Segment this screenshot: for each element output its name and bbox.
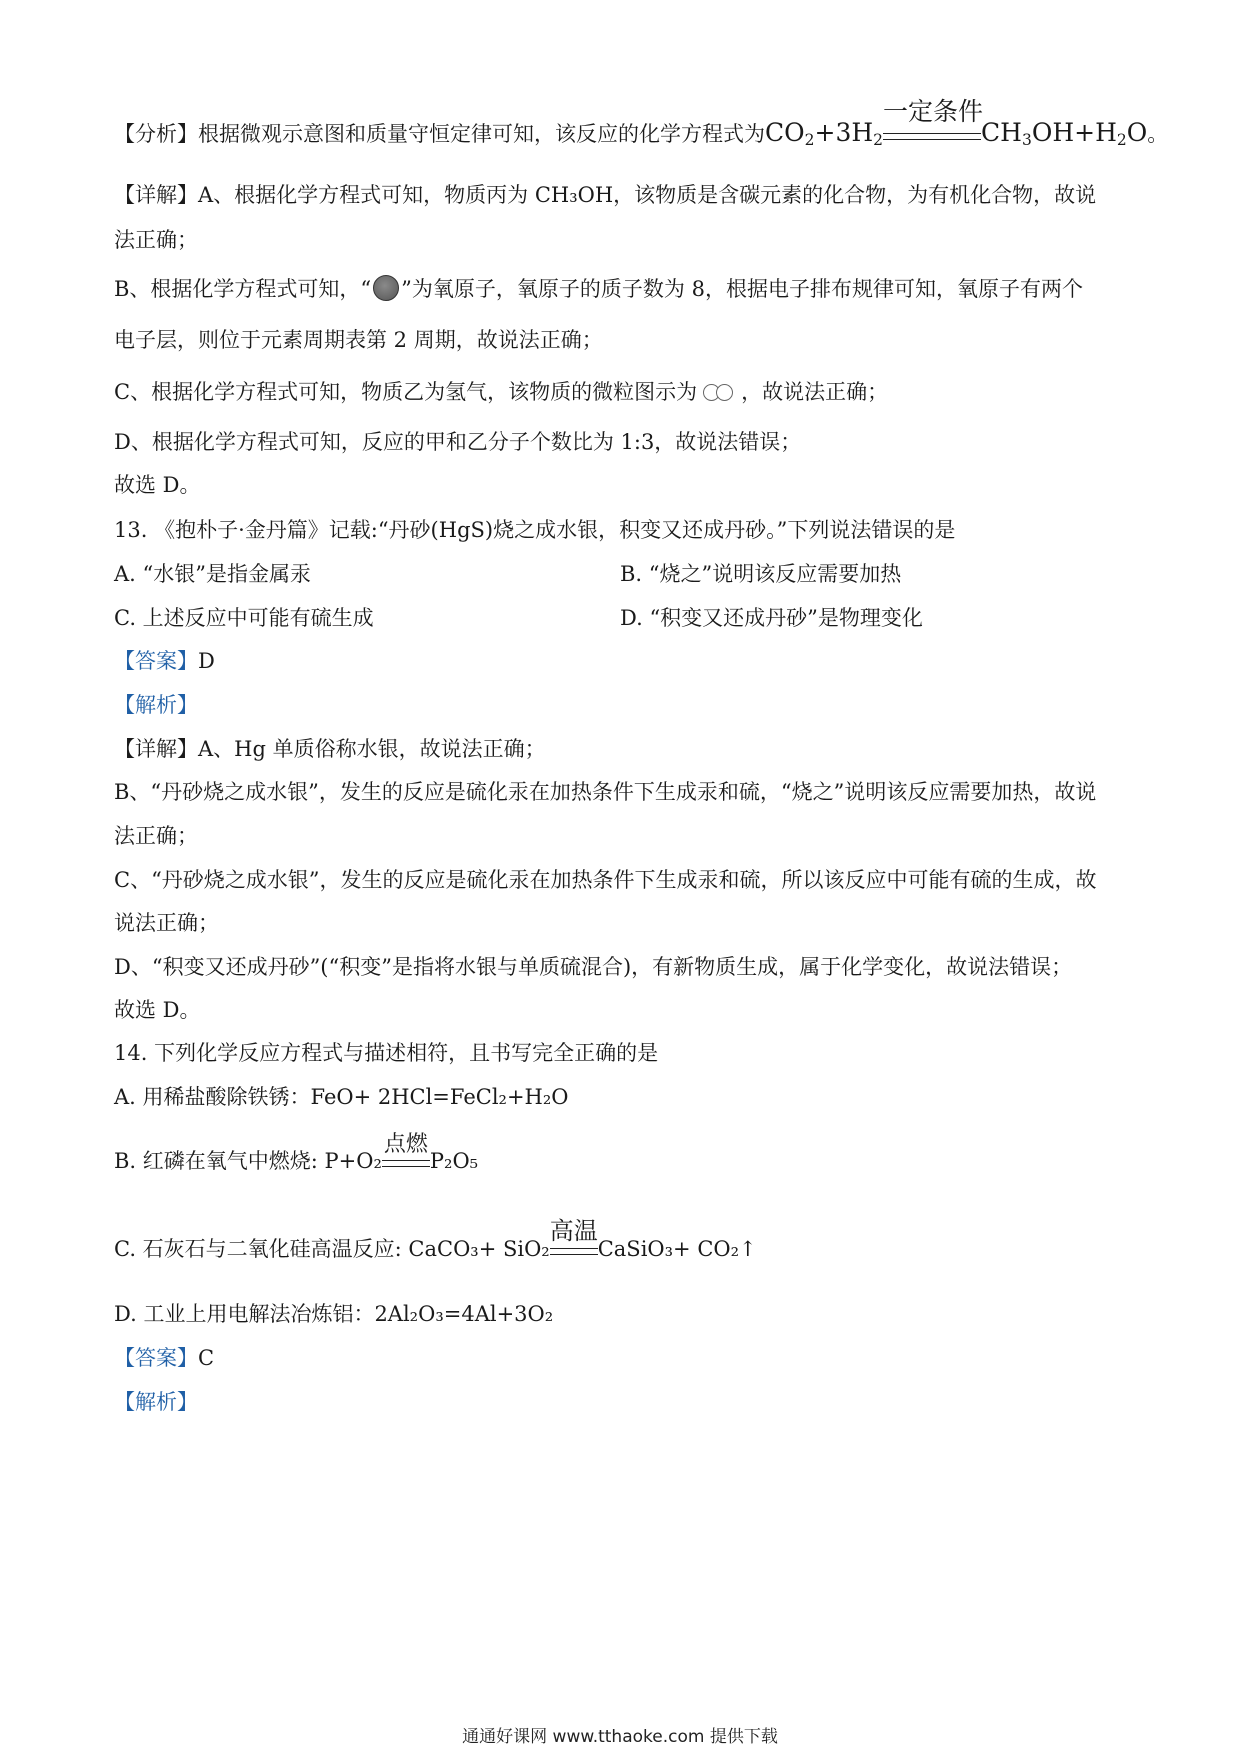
q13-detail-b-line1: B、“丹砂烧之成水银”，发生的反应是硫化汞在加热条件下生成汞和硫，“烧之”说明该反应需要加热，故说: [114, 780, 1097, 804]
answer-value: C: [198, 1346, 215, 1370]
answer-tag: 【答案】: [114, 1346, 198, 1370]
q14-analysis-tag: 【解析】: [114, 1390, 198, 1414]
q14-answer-line: [114, 1343, 214, 1373]
q14-option-c: C. 石灰石与二氧化硅高温反应: CaCO₃+ SiO₂ 高温 CaSiO₃+ CO₂↑: [114, 1234, 757, 1264]
q13-detail-c-line2: 说法正确；: [114, 911, 219, 935]
hydrogen-molecule-icon: [701, 382, 737, 402]
analysis-tag: 【分析】: [114, 122, 198, 146]
q13-stem: 13. 《抱朴子·金丹篇》记载:“丹砂(HgS)烧之成水银，积变又还成丹砂。”下列说法错误的是: [114, 518, 956, 542]
q13-answer-line: [114, 646, 215, 676]
reaction-condition: 一定条件: [883, 97, 984, 126]
q14-option-b: B. 红磷在氧气中燃烧: P+O₂ 点燃 P₂O₅: [114, 1146, 478, 1176]
q14-option-a: A. 用稀盐酸除铁锈：FeO+ 2HCl=FeCl₂+H₂O: [114, 1085, 569, 1109]
analysis-line: 【分析】根据微观示意图和质量守恒定律可知，该反应的化学方程式为$CO_2+3H_2$ 一定条件 $CH_3OH+H_2O$。: [114, 97, 1169, 149]
oxygen-atom-icon: [373, 275, 399, 301]
q13-detail-a: 【详解】A、Hg 单质俗称水银，故说法正确；: [114, 737, 546, 761]
reaction-arrow: [382, 1132, 430, 1176]
answer-value: D: [198, 649, 215, 673]
q13-analysis-tag: 【解析】: [114, 693, 198, 717]
detail-b-line2: 电子层，则位于元素周期表第 2 周期，故说法正确；: [114, 328, 603, 352]
equation-products: $CH_3OH+H_2O$: [981, 118, 1148, 149]
detail-c-line: C、根据化学方程式可知，物质乙为氢气，该物质的微粒图示为 ，故说法正确；: [114, 380, 889, 404]
q13-option-a: A. “水银”是指金属汞: [114, 562, 311, 586]
choose-line: 故选 D。: [114, 473, 201, 497]
detail-d-line: D、根据化学方程式可知，反应的甲和乙分子个数比为 1:3，故说法错误；: [114, 430, 802, 454]
reaction-condition: 点燃: [383, 1132, 428, 1157]
reaction-arrow: [883, 97, 984, 149]
footer-source: 通通好课网 www.tthaoke.com 提供下载: [462, 1727, 778, 1747]
detail-a-line2: 法正确；: [114, 228, 198, 252]
q14-stem: 14. 下列化学反应方程式与描述相符，且书写完全正确的是: [114, 1041, 659, 1065]
detail-tag: 【详解】: [114, 183, 198, 207]
q14-option-d: D. 工业上用电解法冶炼铝：2Al₂O₃=4Al+3O₂: [114, 1302, 554, 1326]
q13-option-b: B. “烧之”说明该反应需要加热: [620, 562, 902, 586]
reaction-condition: 高温: [549, 1217, 598, 1245]
q13-detail-c-line1: C、“丹砂烧之成水银”，发生的反应是硫化汞在加热条件下生成汞和硫，所以该反应中可能有硫的生成，故: [114, 868, 1097, 892]
answer-tag: 【答案】: [114, 649, 198, 673]
q13-choose-line: 故选 D。: [114, 998, 201, 1022]
equation-reactant-co2: $CO_2+3H_2$: [765, 118, 884, 149]
q13-detail-d-line: D、“积变又还成丹砂”(“积变”是指将水银与单质硫混合)，有新物质生成，属于化学变化，故说法错误；: [114, 955, 1073, 979]
reaction-arrow: [549, 1217, 598, 1264]
analysis-text: 根据微观示意图和质量守恒定律可知，该反应的化学方程式为: [198, 122, 765, 146]
q13-option-d: D. “积变又还成丹砂”是物理变化: [620, 606, 923, 630]
detail-b-line1: B、根据化学方程式可知，“ ”为氧原子，氧原子的质子数为 8，根据电子排布规律可知，氧原子有两个: [114, 277, 1083, 301]
detail-a-line1: 【详解】A、根据化学方程式可知，物质丙为 CH₃OH，该物质是含碳元素的化合物，为有机化合物，故说: [114, 183, 1097, 207]
q13-option-c: C. 上述反应中可能有硫生成: [114, 606, 374, 630]
q13-detail-b-line2: 法正确；: [114, 824, 198, 848]
